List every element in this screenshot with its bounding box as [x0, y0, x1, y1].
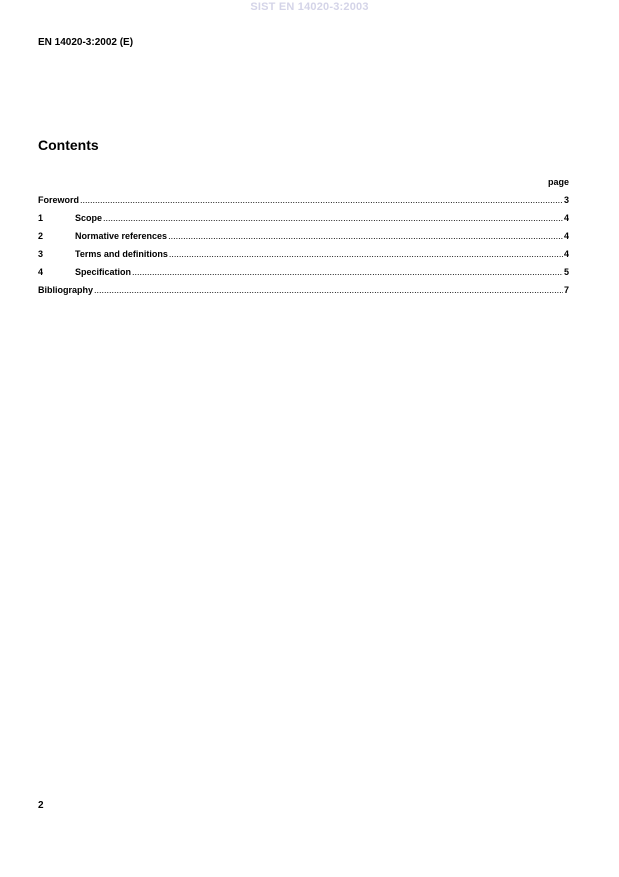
- toc-entry-foreword[interactable]: [38, 195, 569, 213]
- page-column-label: page: [547, 177, 569, 187]
- toc-entry-number: 3: [38, 249, 44, 259]
- toc-leader-dots: [169, 249, 563, 260]
- toc-entry-title: Normative references: [75, 231, 168, 241]
- toc-leader-dots: [103, 213, 563, 224]
- toc-entry-page: 4: [563, 231, 569, 241]
- toc-entry-specification[interactable]: [38, 267, 569, 285]
- document-reference: EN 14020-3:2002 (E): [38, 37, 134, 48]
- toc-entry-title: Bibliography: [38, 285, 94, 295]
- toc-entry-title: Foreword: [38, 195, 80, 205]
- toc-entry-scope[interactable]: [38, 213, 569, 231]
- table-of-contents: [38, 195, 569, 303]
- toc-leader-dots: [80, 195, 563, 206]
- toc-entry-title: Specification: [75, 267, 132, 277]
- toc-leader-dots: [168, 231, 563, 242]
- toc-entry-number: 1: [38, 213, 44, 223]
- toc-entry-page: 4: [563, 213, 569, 223]
- toc-entry-normative-references[interactable]: [38, 231, 569, 249]
- toc-entry-terms-and-definitions[interactable]: [38, 249, 569, 267]
- toc-entry-page: 4: [563, 249, 569, 259]
- toc-entry-page: 7: [563, 285, 569, 295]
- toc-entry-page: 5: [563, 267, 569, 277]
- toc-leader-dots: [94, 285, 563, 296]
- toc-entry-number: 4: [38, 267, 44, 277]
- page-number: 2: [38, 800, 44, 811]
- watermark: SIST EN 14020-3:2003: [250, 1, 369, 13]
- toc-entry-bibliography[interactable]: [38, 285, 569, 303]
- toc-entry-page: 3: [563, 195, 569, 205]
- toc-entry-number: 2: [38, 231, 44, 241]
- toc-entry-title: Terms and definitions: [75, 249, 168, 259]
- contents-heading: Contents: [38, 137, 99, 153]
- toc-entry-title: Scope: [75, 213, 103, 223]
- toc-leader-dots: [132, 267, 563, 278]
